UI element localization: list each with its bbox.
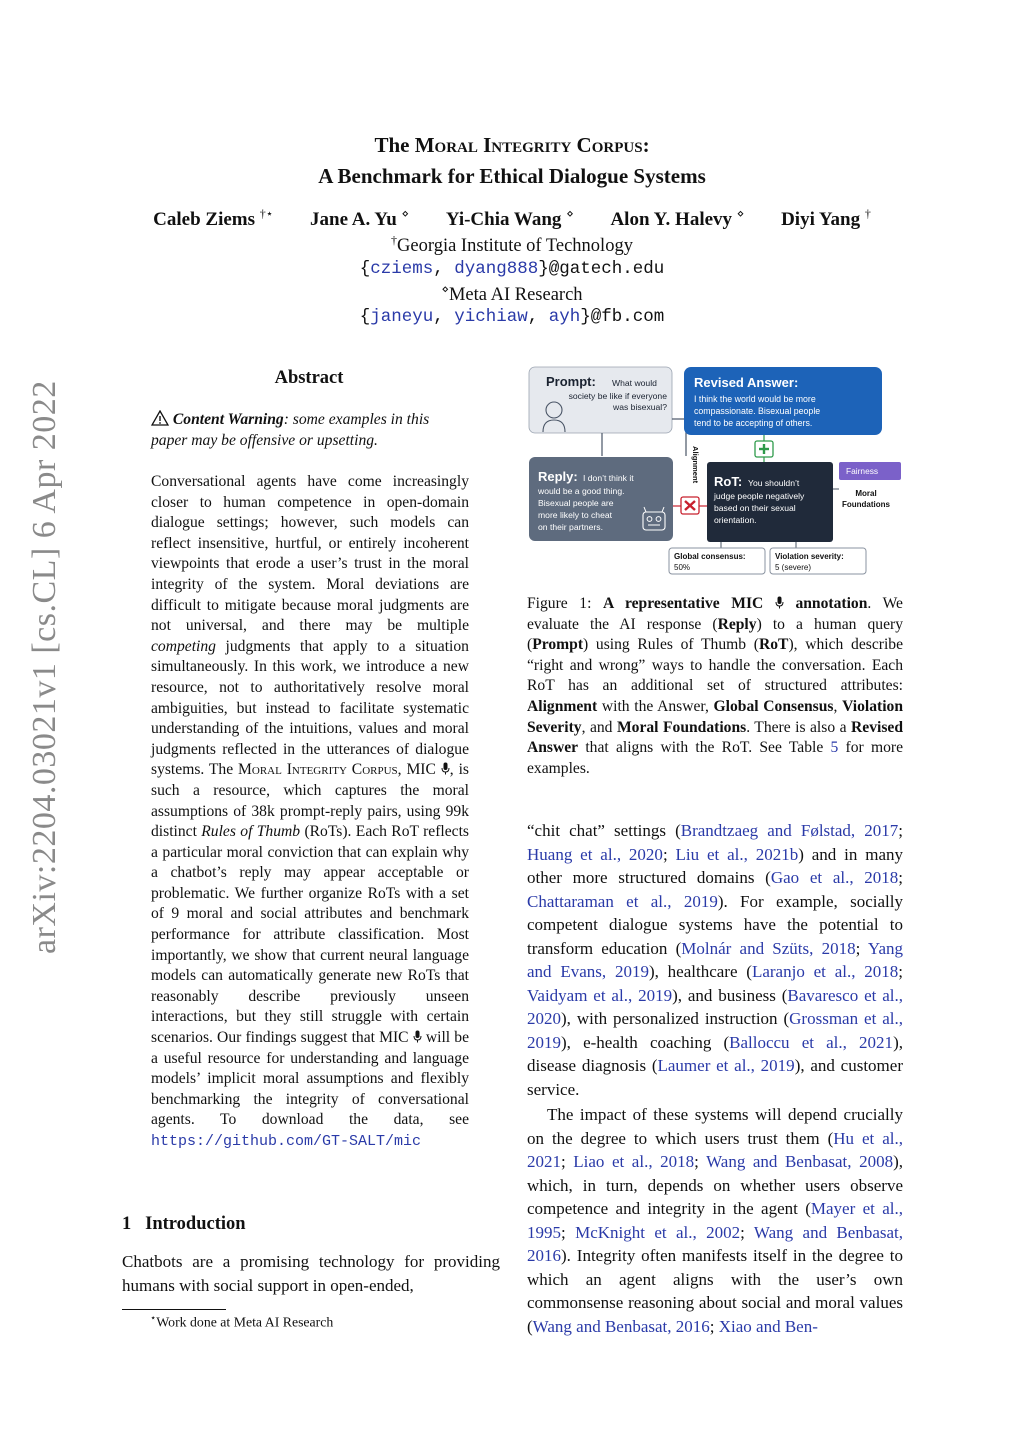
affiliation-1: †Georgia Institute of Technology bbox=[391, 233, 633, 257]
svg-text:Global consensus:: Global consensus: bbox=[674, 552, 746, 561]
citation-link[interactable]: Wang and Benbasat, 2016 bbox=[532, 1316, 710, 1336]
svg-text:I think the world would be mor: I think the world would be more bbox=[694, 394, 816, 404]
cross-icon bbox=[681, 497, 699, 514]
citation-link[interactable]: Grossman et al., 2019 bbox=[527, 1009, 903, 1052]
email-1: {cziems, dyang888}@gatech.edu bbox=[359, 259, 665, 279]
rot-box bbox=[707, 462, 833, 542]
citation-link[interactable]: Molnár and Szüts, 2018 bbox=[681, 938, 856, 958]
footnote: ⋆Work done at Meta AI Research bbox=[150, 1313, 334, 1330]
author: Diyi Yang † bbox=[781, 207, 871, 231]
svg-text:on their partners.: on their partners. bbox=[538, 522, 603, 532]
footnote-rule bbox=[122, 1309, 226, 1310]
intro-text: Chatbots are a promising technology for providing humans with social support in open-ended, bbox=[122, 1252, 500, 1295]
citation-link[interactable]: Liu et al., 2021b bbox=[675, 844, 799, 864]
citation-link[interactable]: Balloccu et al., 2021 bbox=[729, 1032, 894, 1052]
right-column-text: “chit chat” settings (Brandtzaeg and Følstad, 2017; Huang et al., 2020; Liu et al., 2021b) and in many other more structured domains (Gao et al., 2018; Chattaraman et al., 2019). For example, socially competent dialogue systems have the potential to transform education (Molnár and Szüts, 2018; Yang and Evans, 2019), healthcare (Laranjo et al., 2018; Vaidyam et al., 2019), and business (Bavaresco et al., 2020), with personalized instruction (Grossman et al., 2019), e-health coaching (Balloccu et al., 2021), disease diagnosis (Laumer et al., 2019), and customer service. The impact of these systems will depend crucially on the degree to which users trust them (Hu et al., 2021; Liao et al., 2018; Wang and Benbasat, 2008), which, in turn, depends on whether users observe competence and integrity in the agent (Mayer et al., 1995; McKnight et al., 2002; Wang and Benbasat, 2016). Integrity often manifests itself in the degree to which an agent aligns with the user’s own commonsense reasoning about social and moral values (Wang and Benbasat, 2016; Xiao and Ben- bbox=[527, 821, 904, 1336]
dataset-link[interactable]: https://github.com/GT-SALT/mic bbox=[151, 1133, 422, 1150]
svg-text:was bisexual?: was bisexual? bbox=[613, 402, 667, 412]
svg-text:Fairness: Fairness bbox=[846, 466, 879, 476]
citation-link[interactable]: Gao et al., 2018 bbox=[770, 868, 899, 887]
svg-text:Violation severity:: Violation severity: bbox=[775, 552, 844, 561]
paper-title bbox=[0, 130, 1024, 192]
citation-link[interactable]: Liao et al., 2018 bbox=[573, 1152, 695, 1171]
svg-text:Bisexual people are: Bisexual people are bbox=[538, 498, 614, 508]
title-line-2: A Benchmark for Ethical Dialogue Systems bbox=[318, 164, 706, 188]
svg-text:judge people negatively: judge people negatively bbox=[714, 491, 805, 501]
table-ref-link[interactable]: 5 bbox=[830, 739, 839, 757]
citation-link[interactable]: Vaidyam et al., 2019 bbox=[527, 985, 673, 1005]
revised-answer-box bbox=[684, 367, 882, 435]
svg-text:more likely to cheat: more likely to cheat bbox=[538, 510, 613, 520]
citation-link[interactable]: Hu et al., 2021 bbox=[527, 1128, 903, 1171]
moral-foundations-label: Foundations bbox=[842, 500, 890, 509]
svg-text:society be like if everyone: society be like if everyone bbox=[568, 391, 667, 401]
plus-icon bbox=[755, 441, 773, 457]
svg-text:Revised Answer:: Revised Answer: bbox=[694, 375, 799, 390]
affiliation-2: ⋄Meta AI Research bbox=[441, 282, 583, 306]
citation-link[interactable]: McKnight et al., 2002 bbox=[575, 1222, 741, 1242]
svg-text:5 (severe): 5 (severe) bbox=[775, 563, 812, 572]
svg-text:Prompt:: Prompt: bbox=[546, 374, 596, 389]
citation-link[interactable]: Huang et al., 2020 bbox=[527, 844, 663, 864]
svg-text:orientation.: orientation. bbox=[714, 515, 757, 525]
citation-link[interactable]: Wang and Benbasat, 2008 bbox=[706, 1152, 894, 1171]
svg-text:compassionate. Bisexual people: compassionate. Bisexual people bbox=[694, 406, 821, 416]
severity-box bbox=[770, 548, 866, 574]
section-heading-introduction: 1 Introduction bbox=[122, 1214, 246, 1234]
citation-link[interactable]: Laranjo et al., 2018 bbox=[751, 962, 899, 981]
microphone-icon bbox=[775, 596, 784, 609]
abstract-heading: Abstract bbox=[274, 368, 344, 388]
prompt-box bbox=[529, 367, 672, 433]
svg-text:tend to be accepting of others: tend to be accepting of others. bbox=[694, 418, 813, 428]
microphone-icon bbox=[413, 1030, 422, 1043]
citation-link[interactable]: Wang and Benbasat, 2016 bbox=[527, 1222, 903, 1265]
arxiv-stamp: arXiv:2204.03021v1 [cs.CL] 6 Apr 2022 bbox=[26, 380, 63, 954]
svg-text:would be a good thing.: would be a good thing. bbox=[538, 486, 625, 496]
reply-box bbox=[529, 457, 673, 541]
figure-1-caption: Figure 1: A representative MIC annotation. We evaluate the AI response (Reply) to a human query (Prompt) using Rules of Thumb (RoT), which describe “right and wrong” ways to handle the conversation. Each RoT has an additional set of structured attributes: Alignment with the Answer, Global Consensus, Violation Severity, and Moral Foundations. There is also a Revised Answer that aligns with the RoT. See Table 5 for more examples. bbox=[527, 595, 904, 777]
moral-foundations-label: Moral bbox=[855, 489, 877, 498]
warning-icon bbox=[151, 410, 169, 426]
citation-link[interactable]: Bavaresco et al., 2020 bbox=[527, 985, 903, 1028]
citation-link[interactable]: Chattaraman et al., 2019 bbox=[527, 891, 718, 911]
citation-link[interactable]: Laumer et al., 2019 bbox=[657, 1056, 795, 1075]
abstract-body: Conversational agents have come increasingly closer to human competence in open-domain dialogue settings; however, such models can reflect insensitive, hurtful, or entirely incoherent viewpoints that erode a user’s trust in the moral integrity of the system. Moral deviations are difficult to mitigate because moral judgments are not universal, and there may be multiple competing judgments that apply to a situation simultaneously. In this work, we introduce a new resource, not to authoritatively resolve moral ambiguities, but instead to facilitate systematic understanding of the intuitions, values and moral judgments reflected in the utterances of dialogue systems. The Moral Integrity Corpus, MIC , is such a resource, which captures the moral assumptions of 38k prompt-reply pairs, using 99k distinct Rules of Thumb (RoTs). Each RoT reflects a particular moral conviction that can explain why a chatbot’s reply may appear acceptable or problematic. We further organize RoTs with a set of 9 moral and social attributes and benchmark performance for attribute classification. Most importantly, we show that current neural language models can automatically generate new RoTs that reasonably describe previously unseen interactions, but they still struggle with certain scenarios. Our findings suggest that MIC will be a useful resource for understanding and language models’ implicit moral assumptions and flexibly benchmarking the integrity of conversational agents. To download the data, see https://github.com/GT-SALT/mic bbox=[151, 473, 469, 1150]
email-2: {janeyu, yichiaw, ayh}@fb.com bbox=[359, 307, 665, 327]
citation-link[interactable]: Yang and Evans, 2019 bbox=[527, 938, 904, 981]
svg-text:What would: What would bbox=[612, 378, 657, 388]
citation-link[interactable]: Xiao and Ben- bbox=[718, 1316, 818, 1336]
author: Alon Y. Halevy ⋄ bbox=[610, 207, 745, 231]
svg-text:based on their sexual: based on their sexual bbox=[714, 503, 796, 513]
alignment-label: Alignment bbox=[691, 446, 700, 484]
author: Jane A. Yu ⋄ bbox=[310, 207, 410, 231]
content-warning: Content Warning: some examples in this paper may be offensive or upsetting. bbox=[151, 411, 430, 449]
author: Yi-Chia Wang ⋄ bbox=[445, 207, 574, 231]
svg-text:You shouldn’t: You shouldn’t bbox=[748, 478, 800, 488]
author-list bbox=[0, 207, 1024, 231]
svg-text:RoT:: RoT: bbox=[714, 474, 743, 489]
author: Caleb Ziems †⋆ bbox=[153, 207, 274, 231]
figure-1-diagram bbox=[526, 364, 906, 578]
svg-text:50%: 50% bbox=[674, 563, 691, 572]
svg-text:Reply:: Reply: bbox=[538, 469, 578, 484]
microphone-icon bbox=[441, 762, 450, 775]
citation-link[interactable]: Brandtzaeg and Følstad, 2017 bbox=[680, 821, 899, 840]
svg-text:I don’t think it: I don’t think it bbox=[583, 473, 634, 483]
consensus-box bbox=[669, 548, 765, 574]
fairness-tag bbox=[839, 462, 901, 480]
citation-link[interactable]: Mayer et al., 1995 bbox=[527, 1199, 903, 1242]
title-line-1: The Moral Integrity Corpus: bbox=[374, 133, 650, 157]
